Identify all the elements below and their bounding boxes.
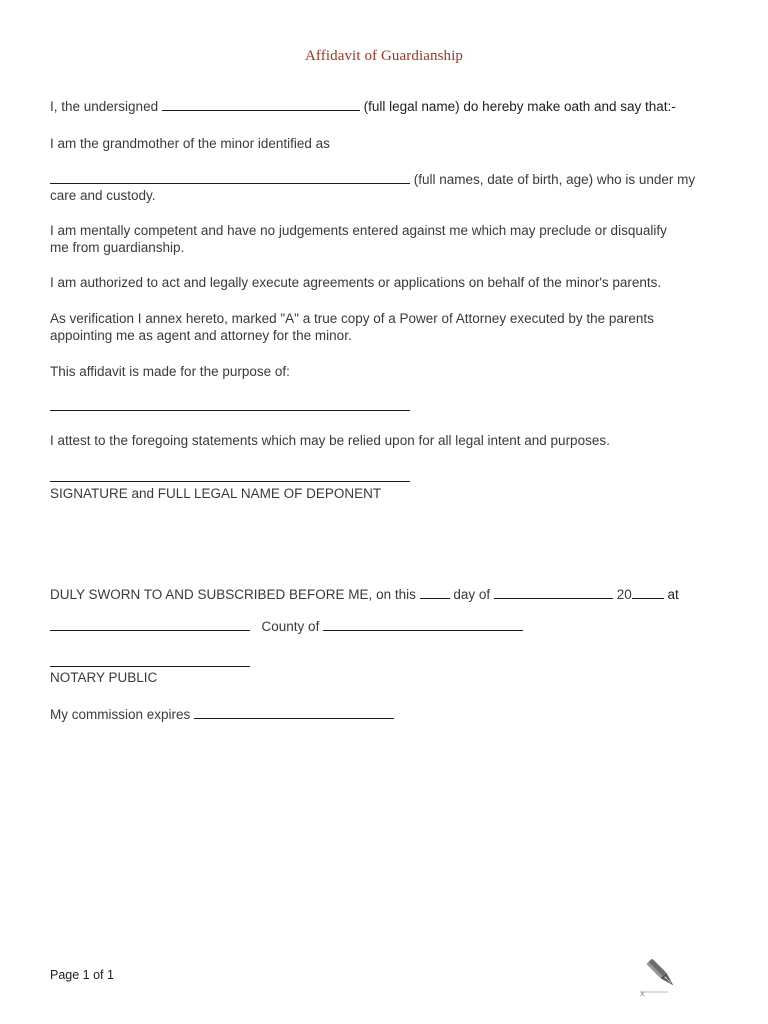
year-prefix-label: 20	[616, 587, 632, 602]
signature-caption: SIGNATURE and FULL LEGAL NAME OF DEPONENT	[50, 486, 382, 501]
document-title: Affidavit of Guardianship	[304, 48, 464, 64]
undersigned-label: I, the undersigned	[50, 99, 159, 114]
minor-details-field[interactable]	[50, 170, 410, 184]
county-label: County of	[261, 619, 320, 634]
purpose-field[interactable]	[50, 410, 410, 411]
competence-statement-line2: me from guardianship.	[50, 240, 185, 255]
verification-statement-line2: appointing me as agent and attorney for the minor.	[50, 328, 352, 343]
competence-statement-line1: I am mentally competent and have no judgements entered against me which may preclude or disqualify	[50, 223, 667, 238]
purpose-label: This affidavit is made for the purpose of:	[50, 364, 290, 379]
minor-details-hint: (full names, date of birth, age) who is under my	[413, 172, 696, 187]
year-field[interactable]	[632, 585, 664, 599]
attestation-statement: I attest to the foregoing statements which may be relied upon for all legal intent and purposes.	[50, 433, 610, 448]
commission-line	[50, 705, 394, 723]
pen-nib-icon	[636, 952, 684, 1000]
full-legal-name-hint: (full legal name) do hereby make oath and say that:-	[363, 99, 676, 114]
commission-label: My commission expires	[50, 707, 191, 722]
custody-statement: care and custody.	[50, 188, 156, 203]
full-legal-name-line	[50, 97, 676, 115]
county-field[interactable]	[323, 617, 523, 631]
notary-signature-field[interactable]	[50, 666, 250, 667]
place-field[interactable]	[50, 617, 250, 631]
sworn-label: DULY SWORN TO AND SUBSCRIBED BEFORE ME, on this	[50, 587, 416, 602]
authorization-statement: I am authorized to act and legally execute agreements or applications on behalf of the minor's parents.	[50, 275, 662, 290]
verification-statement-line1: As verification I annex hereto, marked "A" a true copy of a Power of Attorney executed by the parents	[50, 311, 654, 326]
signature-x-mark: x	[640, 989, 645, 998]
full-legal-name-field[interactable]	[162, 97, 360, 111]
commission-expiry-field[interactable]	[194, 705, 394, 719]
place-county-line	[50, 617, 523, 635]
at-label: at	[667, 587, 679, 602]
sworn-line	[50, 585, 679, 603]
page-number: Page 1 of 1	[50, 968, 114, 982]
signature-field[interactable]	[50, 481, 410, 482]
notary-public-label: NOTARY PUBLIC	[50, 670, 158, 685]
grandmother-statement: I am the grandmother of the minor identified as	[50, 136, 330, 151]
day-field[interactable]	[420, 585, 450, 599]
day-of-label: day of	[453, 587, 491, 602]
minor-details-line	[50, 170, 695, 188]
month-field[interactable]	[494, 585, 613, 599]
